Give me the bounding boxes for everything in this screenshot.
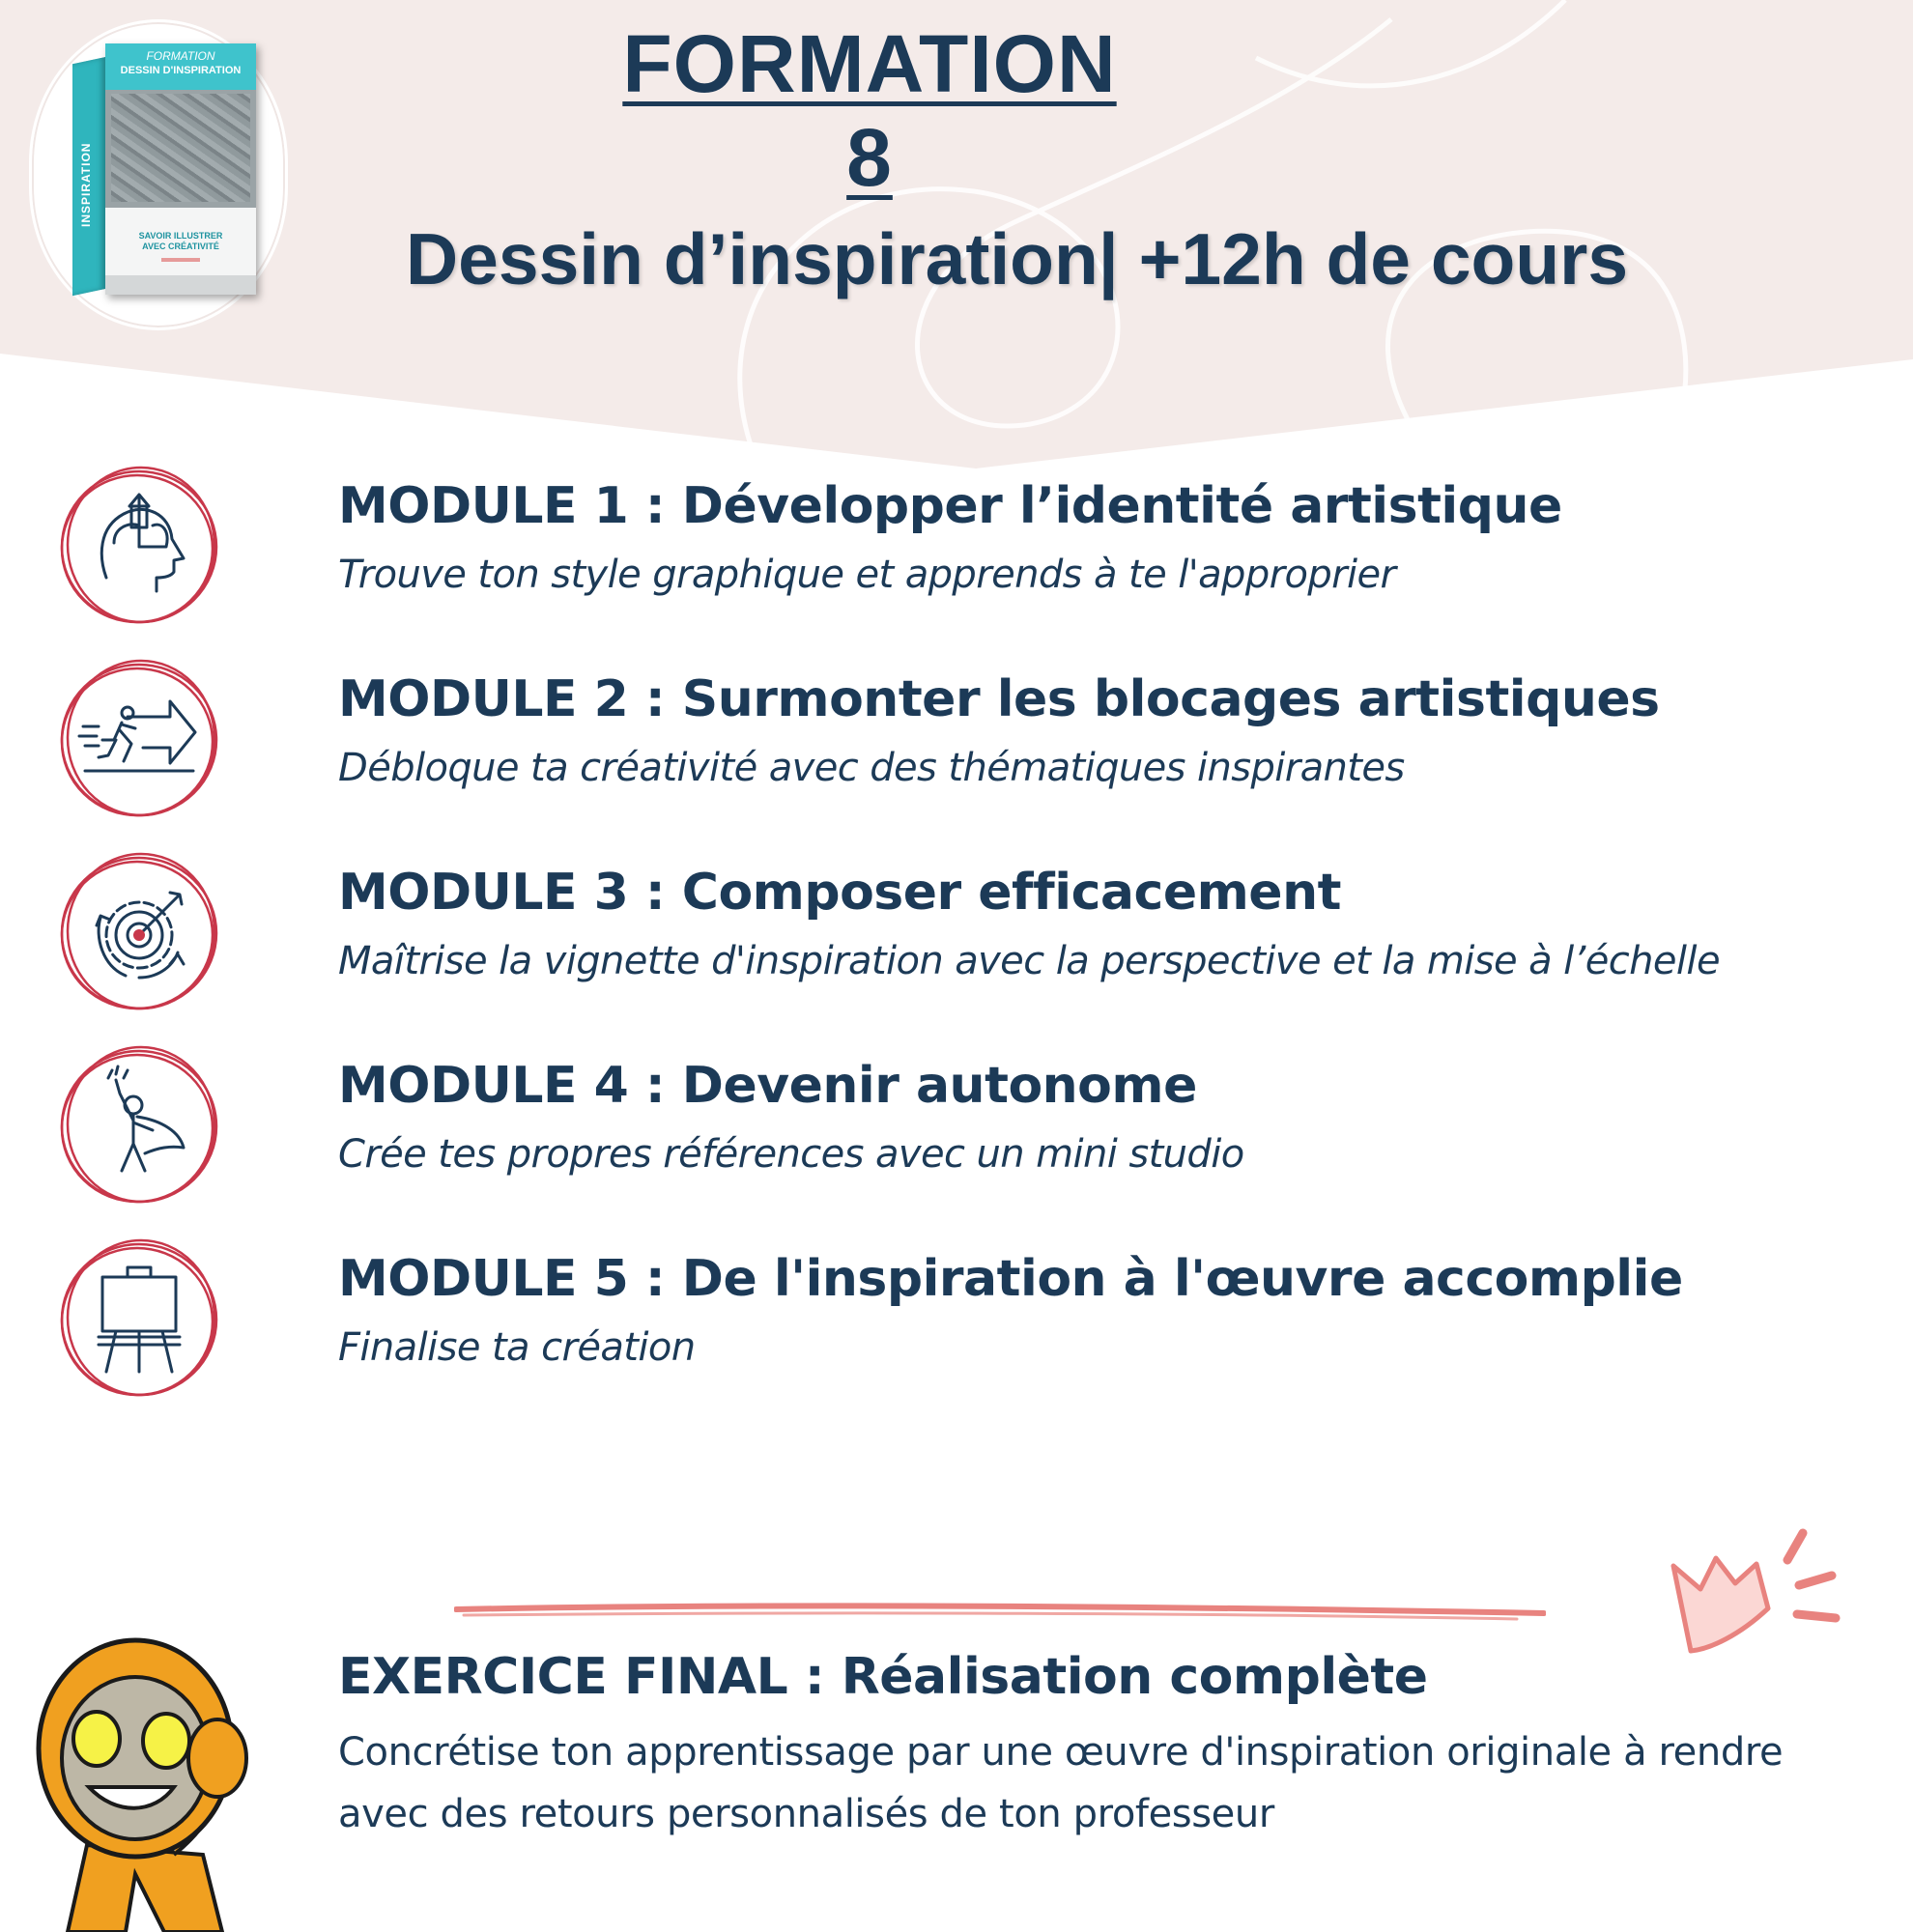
box-subtitle-line2: AVEC CRÉATIVITÉ xyxy=(142,242,219,251)
box-subtitle xyxy=(105,231,256,252)
box-side-label: INSPIRATION xyxy=(79,142,93,227)
module-description: Crée tes propres références avec un mini studio xyxy=(338,1132,1244,1177)
final-exercise-description: Concrétise ton apprentissage par une œuvre d'inspiration originale à rendre avec des retours personnalisés de ton professeur xyxy=(338,1730,1784,1836)
module-description: Débloque ta créativité avec des thématiques inspirantes xyxy=(338,746,1405,790)
module-item xyxy=(0,464,1913,628)
engraving-artwork xyxy=(111,94,250,202)
page-subtitle: Dessin d’inspiration| +12h de cours xyxy=(406,218,1629,299)
module-description: Maîtrise la vignette d'inspiration avec la perspective et la mise à l’échelle xyxy=(338,939,1720,983)
page-title: FORMATION 8 xyxy=(622,18,1117,203)
module-title: MODULE 2 : Surmonter les blocages artistiques xyxy=(338,670,1660,728)
box-accent-bar xyxy=(161,258,200,262)
product-box-frame xyxy=(29,19,288,330)
product-box-image xyxy=(72,43,256,297)
crown-icon xyxy=(1662,1521,1874,1676)
module-description: Finalise ta création xyxy=(338,1325,696,1370)
module-title: MODULE 5 : De l'inspiration à l'œuvre accomplie xyxy=(338,1250,1683,1308)
module-title: MODULE 3 : Composer efficacement xyxy=(338,864,1341,922)
box-subtitle-line1: SAVOIR ILLUSTRER xyxy=(138,231,223,241)
module-description: Trouve ton style graphique et apprends à te l'approprier xyxy=(338,553,1396,597)
module-item xyxy=(0,850,1913,1014)
module-title: MODULE 1 : Développer l’identité artistique xyxy=(338,477,1562,535)
final-exercise-title: EXERCICE FINAL : Réalisation complète xyxy=(338,1648,1428,1706)
robot-mascot-illustration xyxy=(29,1633,280,1932)
box-title-line1: FORMATION xyxy=(146,49,215,63)
brush-stroke-divider xyxy=(454,1600,1546,1629)
head-upload-icon xyxy=(56,464,222,630)
module-item xyxy=(0,1043,1913,1208)
superhero-icon xyxy=(56,1043,222,1209)
module-item xyxy=(0,657,1913,821)
module-title: MODULE 4 : Devenir autonome xyxy=(338,1057,1197,1115)
easel-icon xyxy=(56,1236,222,1403)
target-gear-icon xyxy=(56,850,222,1016)
module-item xyxy=(0,1236,1913,1401)
running-exit-icon xyxy=(56,657,222,823)
box-title-line2: DESSIN D'INSPIRATION xyxy=(120,65,242,76)
